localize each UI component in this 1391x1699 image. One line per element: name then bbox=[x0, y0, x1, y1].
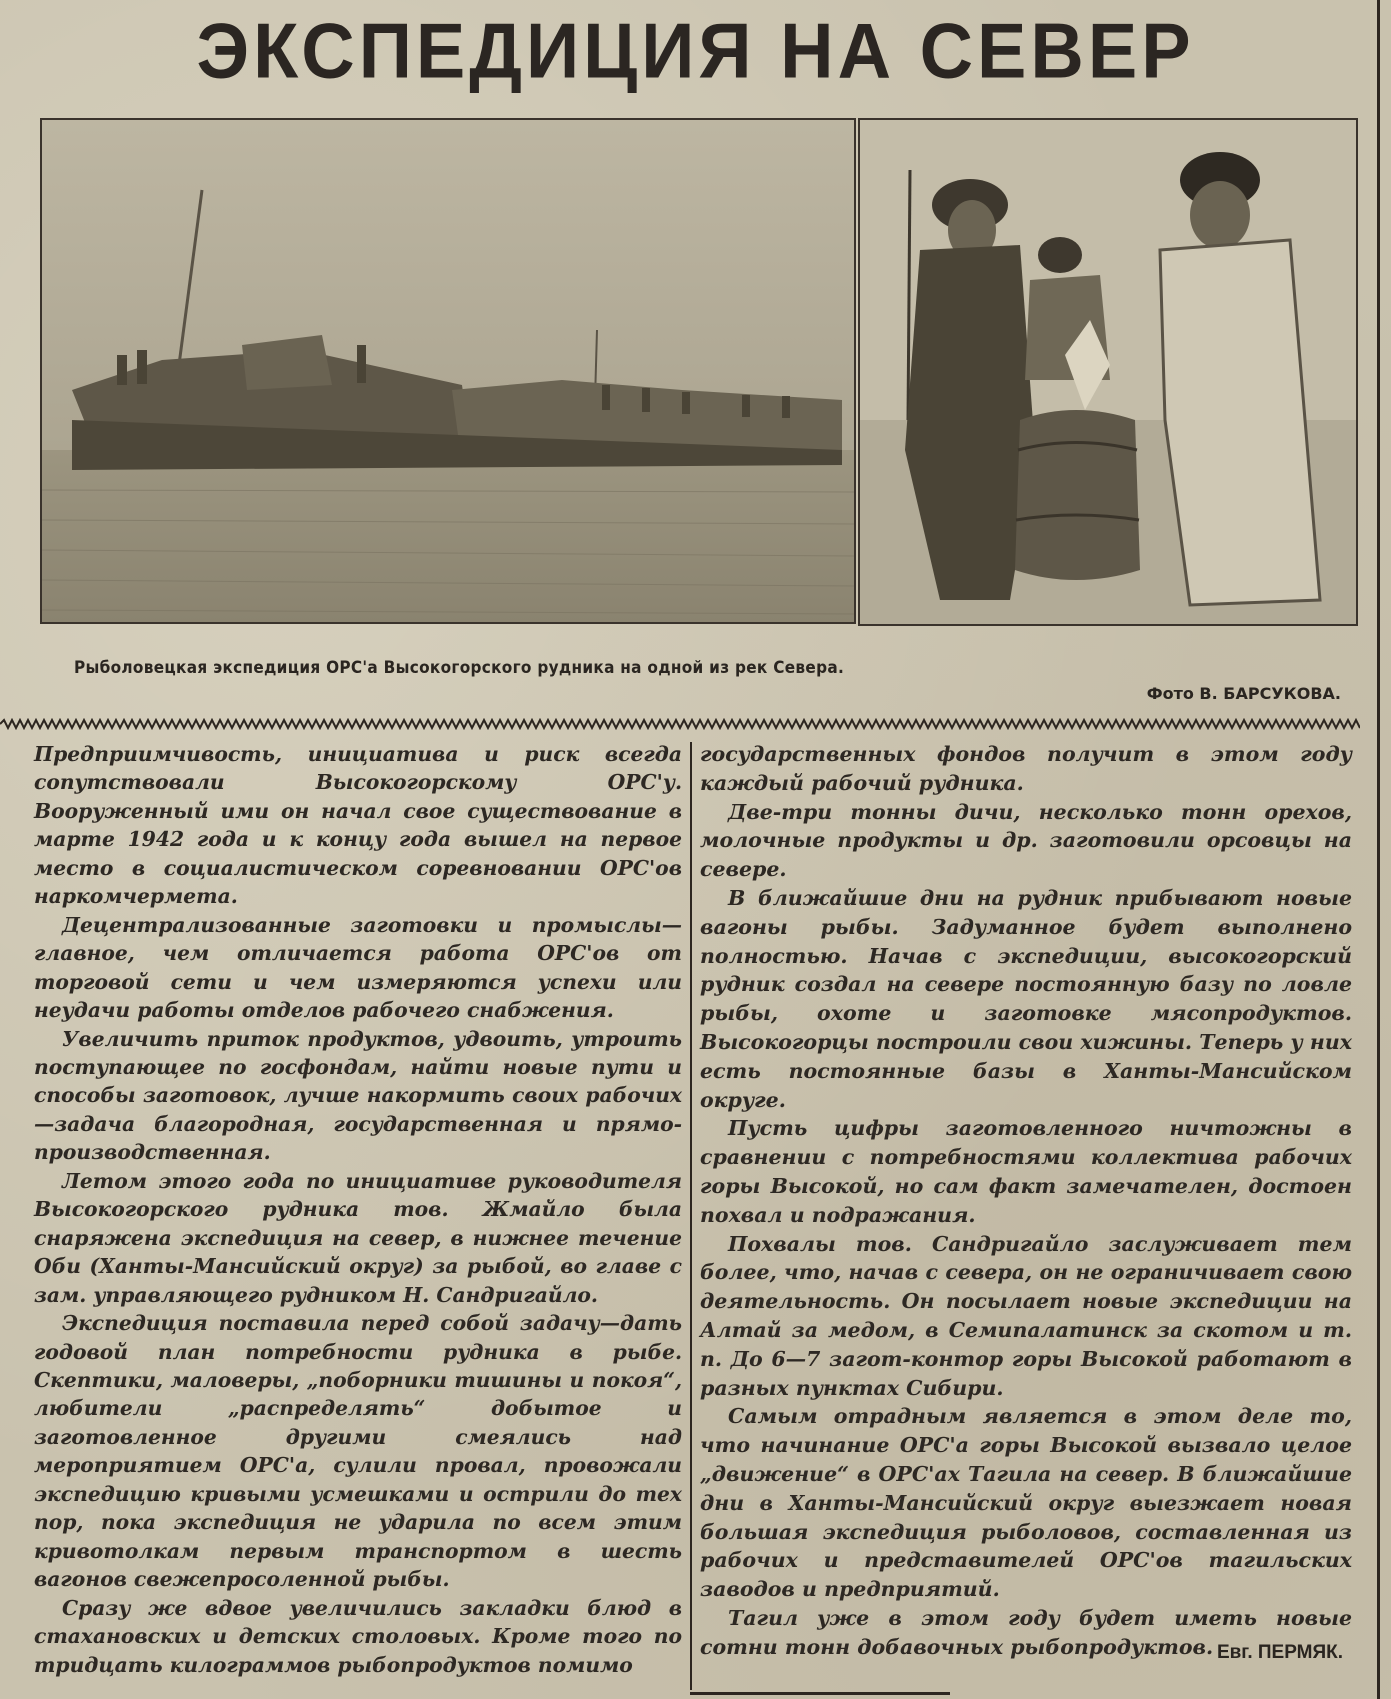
article-column-right bbox=[700, 740, 1352, 1662]
article-headline: ЭКСПЕДИЦИЯ НА СЕВЕР bbox=[196, 6, 1195, 95]
paragraph: Предприимчивость, инициатива и риск всегда сопутствовали Высокогорскому ОРС'у. Вооруженный ими он начал свое существование в марте 1942 года и к концу года вышел на первое место в социалистическом соревновании ОРС'ов наркомчермета. bbox=[34, 742, 682, 909]
paragraph: Самым отрадным является в этом деле то, что начинание ОРС'а горы Высокой вызвало целое „движение“ в ОРС'ах Тагила на север. В ближайшие дни в Ханты-Мансийский округ выезжает новая большая экспедиция рыболовов, составленная из рабочих и представителей ОРС'ов тагильских заводов и предприятий. bbox=[700, 1404, 1352, 1602]
paragraph: Летом этого года по инициативе руководителя Высокогорского рудника тов. Жмайло была снаряжена экспедиция на север, в нижнее течение Оби (Ханты-Мансийский округ) за рыбой, во главе с зам. управляющего рудником Н. Сандригайло. bbox=[34, 1168, 682, 1307]
photo-fishermen-with-barrel bbox=[858, 118, 1358, 626]
photo-caption: Рыболовецкая экспедиция ОРС'а Высокогорского рудника на одной из рек Севера. bbox=[74, 658, 845, 678]
column-rule-right bbox=[1377, 0, 1380, 1699]
author-signature: Евг. ПЕРМЯК. bbox=[1216, 1642, 1343, 1663]
column-rule-middle bbox=[690, 742, 692, 1690]
paragraph: государственных фондов получит в этом году каждый рабочий рудника. bbox=[700, 742, 1352, 795]
paragraph: Сразу же вдвое увеличились закладки блюд в стахановских и детских столовых. Кроме того по тридцать килограммов рыбопродуктов помимо bbox=[34, 1595, 682, 1677]
paragraph: В ближайшие дни на рудник прибывают новые вагоны рыбы. Задуманное будет выполнено полностью. Начав с экспедиции, высокогорский рудник создал на севере постоянную базу по ловле рыбы, охоте и заготовке мясопродуктов. Высокогорцы построили свои хижины. Теперь у них есть постоянные базы в Ханты-Мансийском округе. bbox=[700, 885, 1352, 1112]
paragraph: Пусть цифры заготовленного ничтожны в сравнении с потребностями коллектива рабочих горы Высокой, но сам факт замечателен, достоен похвал и подражания. bbox=[700, 1116, 1352, 1227]
wavy-divider bbox=[0, 718, 1360, 730]
paragraph: Похвалы тов. Сандригайло заслуживает тем более, что, начав с севера, он не ограничивает свою деятельность. Он посылает новые экспедиции на Алтай за медом, в Семипалатинск за скотом и т. п. До 6—7 загот-контор горы Высокой работают в разных пунктах Сибири. bbox=[700, 1231, 1352, 1400]
paragraph: Увеличить приток продуктов, удвоить, утроить поступающее по госфондам, найти новые пути и способы заготовок, лучше накормить своих рабочих—задача благородная, государственная и прямо-производственная. bbox=[34, 1026, 682, 1165]
paragraph: Тагил уже в этом году будет иметь новые сотни тонн добавочных рыбопродуктов. bbox=[700, 1605, 1352, 1659]
photo-boats-on-river bbox=[40, 118, 856, 624]
photo-credit: Фото В. БАРСУКОВА. bbox=[1146, 684, 1341, 703]
bottom-rule bbox=[690, 1692, 950, 1695]
article-column-left bbox=[34, 740, 682, 1679]
paragraph: Две-три тонны дичи, несколько тонн орехов, молочные продукты и др. заготовили орсовцы на севере. bbox=[700, 799, 1352, 882]
paragraph: Экспедиция поставила перед собой задачу—дать годовой план потребности рудника в рыбе. Скептики, маловеры, „поборники тишины и покоя“, любители „распределять“ добытое и заготовленное другими смеялись над мероприятием ОРС'а, сулили провал, провожали экспедицию кривыми усмешками и острили до тех пор, пока экспедиция не ударила по всем этим кривотолкам первым транспортом в шесть вагонов свежепросоленной рыбы. bbox=[34, 1311, 682, 1592]
paragraph: Децентрализованные заготовки и промыслы—главное, чем отличается работа ОРС'ов от торговой сети и чем измеряются успехи или неудачи работы отделов рабочего снабжения. bbox=[34, 912, 682, 1023]
